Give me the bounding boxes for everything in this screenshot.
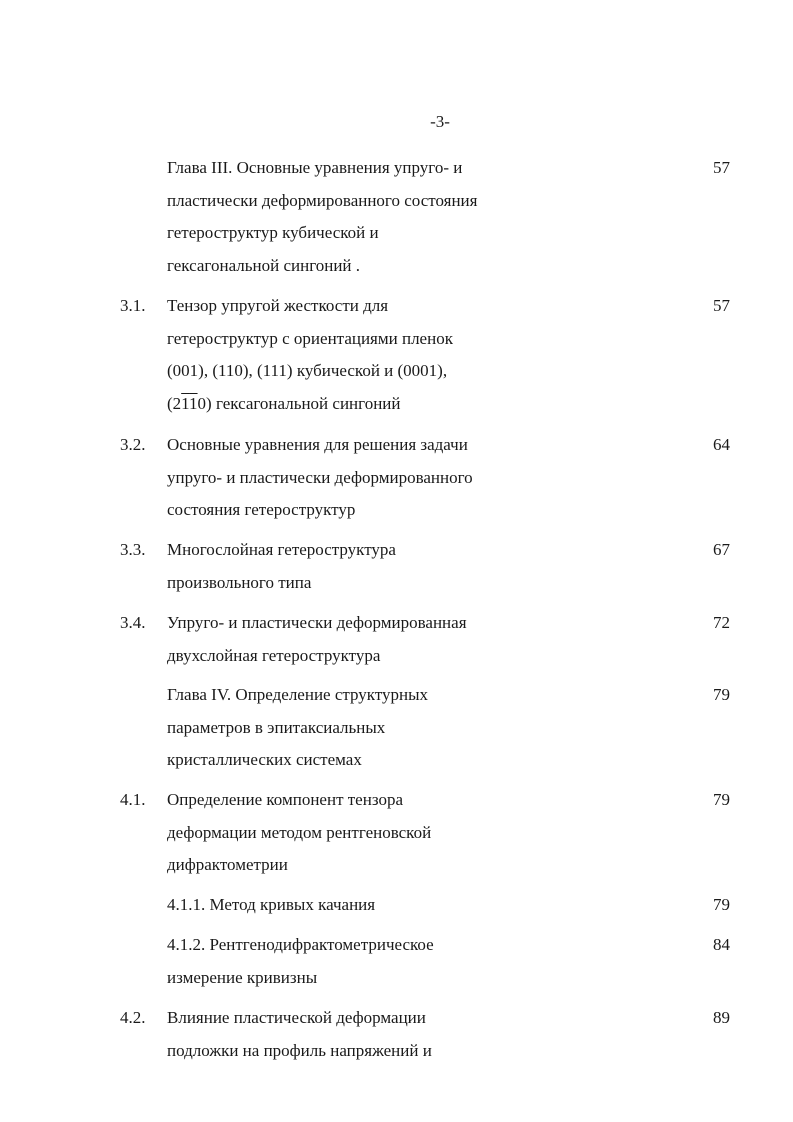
toc-title-line: деформации методом рентгеновской [167,822,432,842]
toc-title-line: Многослойная гетероструктура [167,540,396,559]
toc-page-ref: 79 [713,685,730,704]
toc-entry-title [167,152,687,282]
toc-title-line: состояния гетероструктур [167,500,356,519]
toc-section-number: 4.1. [120,790,146,809]
toc-title-line: гексагональной сингоний . [167,255,361,275]
toc-entry-title [167,607,687,672]
toc-page-ref: 79 [713,895,730,914]
toc-page-ref: 57 [713,296,730,315]
toc-page-ref: 79 [713,790,730,809]
toc-title-line: гетероструктур с ориентациями пленок [167,328,453,348]
toc-page-ref: 67 [713,540,730,559]
toc-title-line: 4.1.1. Метод кривых качания [167,895,376,914]
toc-entry-title [167,429,687,527]
toc-entry-title [167,679,687,777]
toc-title-line: Тензор упругой жесткости для [167,296,389,315]
toc-entry-title [167,290,687,420]
toc-title-line: параметров в эпитаксиальных [167,717,386,737]
toc-entry-title [167,929,687,994]
toc-page-ref: 89 [713,1008,730,1027]
toc-title-line: пластически деформированного состояния [167,190,478,210]
toc-title-line: Глава III. Основные уравнения упруго- и [167,158,463,177]
toc-title-line: Упруго- и пластически деформированная [167,613,467,632]
toc-title-line: Влияние пластической деформации [167,1008,426,1027]
toc-title-line: кристаллических системах [167,750,362,769]
page-number: -3- [430,112,450,131]
toc-title-line: Основные уравнения для решения задачи [167,435,468,454]
toc-title-line: упруго- и пластически деформированного [167,467,473,487]
toc-entry-title [167,534,687,599]
toc-title-line: гетероструктур кубической и [167,223,379,242]
toc-title-line-miller-index: (2110) гексагональной сингоний [167,393,401,413]
toc-title-line: произвольного типа [167,572,312,592]
toc-page-ref: 64 [713,435,730,454]
toc-section-number: 3.4. [120,613,146,632]
toc-title-line: (001), (110), (111) кубической и (0001), [167,361,448,380]
toc-page-ref: 72 [713,613,730,632]
toc-page-ref: 57 [713,158,730,177]
toc-title-line: Глава IV. Определение структурных [167,685,429,704]
toc-title-line: дифрактометрии [167,855,288,874]
toc-section-number: 3.2. [120,435,146,454]
toc-entry-title [167,784,687,882]
toc-title-line: измерение кривизны [167,967,318,987]
toc-section-number: 3.3. [120,540,146,559]
toc-entry-title [167,889,687,922]
toc-page-ref: 84 [713,935,730,954]
toc-entry-title [167,1002,687,1067]
toc-title-line: подложки на профиль напряжений и [167,1040,432,1060]
toc-title-line: Определение компонент тензора [167,790,403,809]
toc-section-number: 3.1. [120,296,146,315]
toc-title-line: двухслойная гетероструктура [167,645,381,665]
toc-section-number: 4.2. [120,1008,146,1027]
toc-title-line: 4.1.2. Рентгенодифрактометрическое [167,935,434,954]
